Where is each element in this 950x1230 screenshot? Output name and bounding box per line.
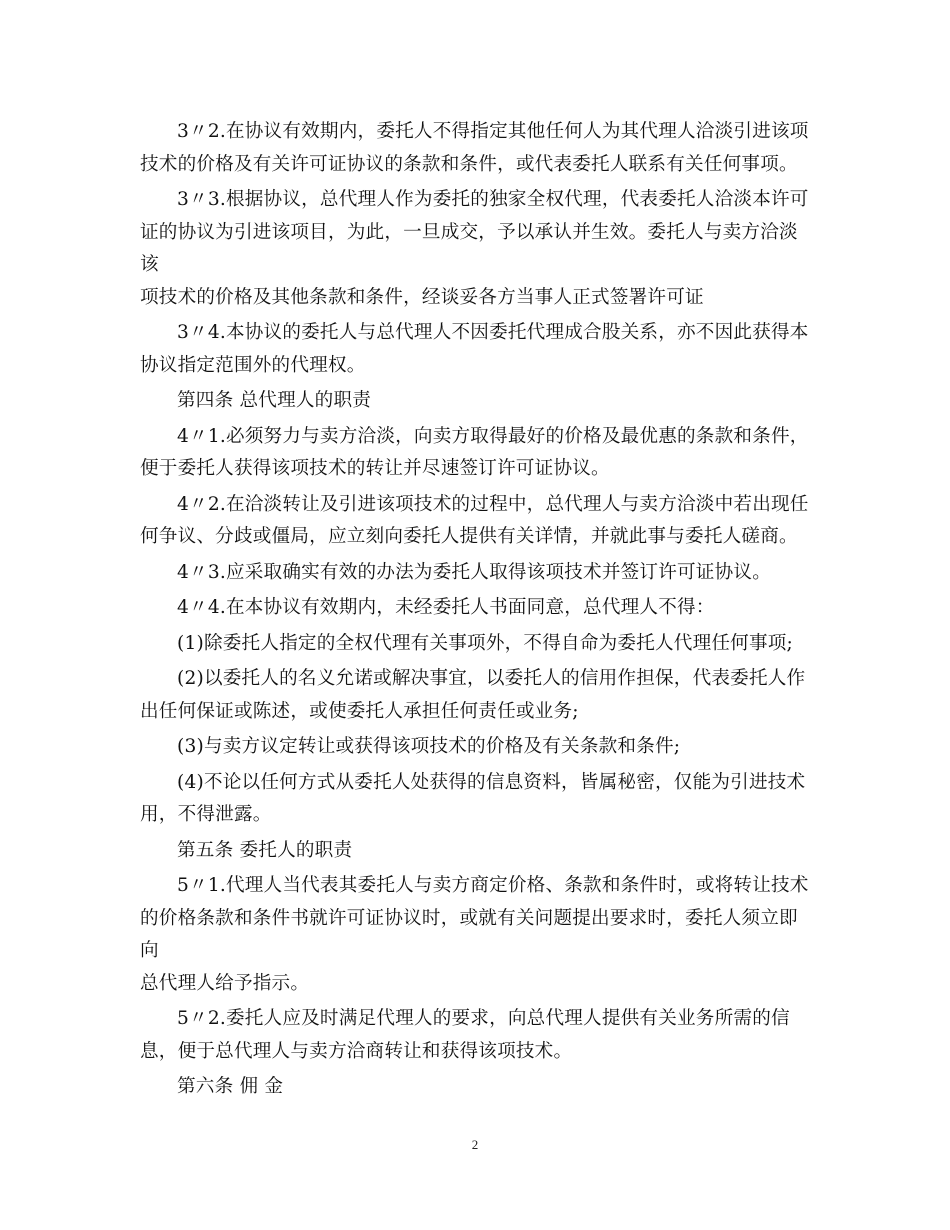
section-heading-article-6: 第六条 佣 金 [177,1076,284,1097]
document-body [140,116,810,1107]
paragraph-3-3: 3〃3.根据协议，总代理人作为委托的独家全权代理，代表委托人洽淡本许可 证的协议为引进该项目，为此，一旦成交，予以承认并生效。委托人与卖方洽淡该 项技术的价格及其他条款和条件，经谈妥各方当事人正式签署许可证 [140,189,809,308]
section-heading-article-5: 第五条 委托人的职责 [177,839,353,861]
page-number: 2 [471,1137,479,1152]
paragraph-4-1: 4〃1.必须努力与卖方洽淡，向卖方取得最好的价格及最优惠的条款和条件， 便于委托人获得该项技术的转让并尽速签订许可证协议。 [140,425,809,479]
paragraph-5-2: 5〃2.委托人应及时满足代理人的要求，向总代理人提供有关业务所需的信 息，便于总代理人与卖方洽商转让和获得该项技术。 [140,1008,790,1062]
list-item-4: (4)不论以任何方式从委托人处获得的信息资料，皆属秘密，仅能为引进技术 用，不得泄露。 [140,771,806,825]
paragraph-5-1: 5〃1.代理人当代表其委托人与卖方商定价格、条款和条件时，或将转让技术 的价格条款和条件书就许可证协议时，或就有关问题提出要求时，委托人须立即向 总代理人给予指示。 [140,875,809,994]
paragraph-4-2: 4〃2.在洽淡转让及引进该项技术的过程中，总代理人与卖方洽淡中若出现任 何争议、分歧或僵局，应立刻向委托人提供有关详情，并就此事与委托人磋商。 [140,493,809,547]
paragraph-3-4: 3〃4.本协议的委托人与总代理人不因委托代理成合股关系，亦不因此获得本 协议指定范围外的代理权。 [140,322,809,376]
paragraph-4-3: 4〃3.应采取确实有效的办法为委托人取得该项技术并签订许可证协议。 [177,561,771,583]
paragraph-4-4: 4〃4.在本协议有效期内，未经委托人书面同意，总代理人不得： [177,597,715,618]
list-item-2: (2)以委托人的名义允诺或解决事宜，以委托人的信用作担保，代表委托人作 出任何保证或陈述，或使委托人承担任何责任或业务; [140,668,806,722]
section-heading-article-4: 第四条 总代理人的职责 [177,390,372,411]
paragraph-3-2: 3〃2.在协议有效期内，委托人不得指定其他任何人为其代理人洽淡引进该项 技术的价格及有关许可证协议的条款和条件，或代表委托人联系有关任何事项。 [140,121,809,175]
list-item-1: (1)除委托人指定的全权代理有关事项外，不得自命为委托人代理任何事项; [177,632,794,654]
list-item-3: (3)与卖方议定转让或获得该项技术的价格及有关条款和条件; [177,736,681,757]
